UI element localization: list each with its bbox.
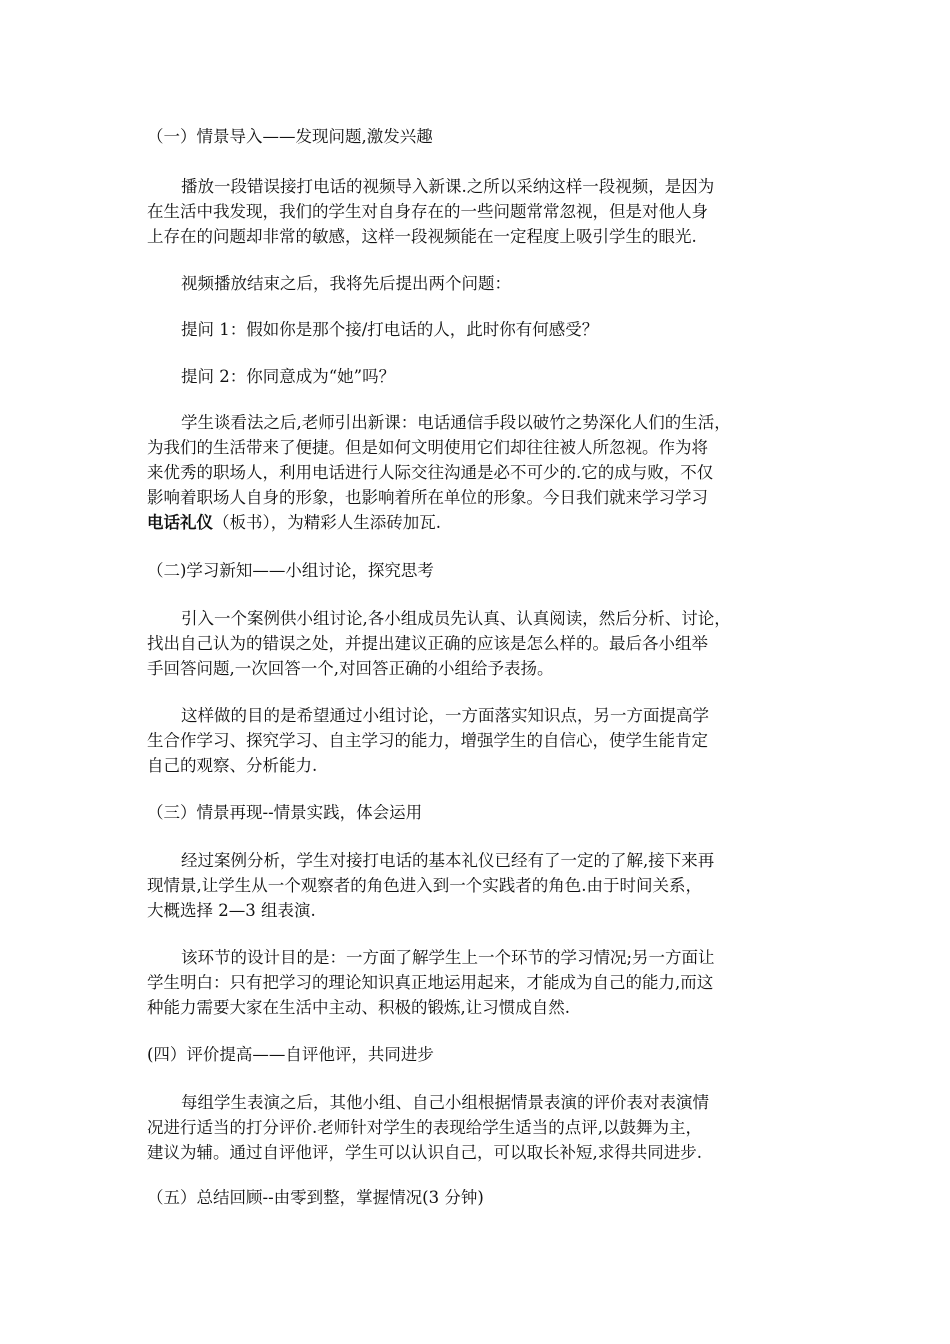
paragraph-line: 来优秀的职场人，利用电话进行人际交往沟通是必不可少的.它的成与败，不仅	[147, 463, 714, 482]
paragraph-line: 学生谈看法之后,老师引出新课：电话通信手段以破竹之势深化人们的生活，	[181, 413, 731, 432]
bold-term: 电话礼仪	[147, 513, 213, 532]
paragraph-line: 建议为辅。通过自评他评，学生可以认识自己，可以取长补短,求得共同进步.	[147, 1143, 702, 1162]
paragraph-line: 影响着职场人自身的形象，也影响着所在单位的形象。今日我们就来学习学习	[147, 488, 708, 507]
paragraph-line: 引入一个案例供小组讨论,各小组成员先认真、认真阅读，然后分析、讨论，	[181, 609, 731, 628]
paragraph-line: 视频播放结束之后，我将先后提出两个问题：	[181, 274, 511, 293]
paragraph-line: 种能力需要大家在生活中主动、积极的锻炼,让习惯成自然.	[147, 998, 570, 1017]
paragraph-text: （板书），为精彩人生添砖加瓦.	[213, 513, 441, 532]
section-heading-1: （一）情景导入——发现问题,激发兴趣	[147, 127, 433, 146]
paragraph-line: 该环节的设计目的是：一方面了解学生上一个环节的学习情况;另一方面让	[181, 948, 715, 967]
paragraph-line: 自己的观察、分析能力.	[147, 756, 318, 775]
section-heading-5: （五）总结回顾--由零到整，掌握情况(3 分钟)	[147, 1188, 484, 1207]
section-heading-3: （三）情景再现--情景实践，体会运用	[147, 803, 423, 822]
paragraph-line: 为我们的生活带来了便捷。但是如何文明使用它们却往往被人所忽视。作为将	[147, 438, 708, 457]
paragraph-line: 播放一段错误接打电话的视频导入新课.之所以采纳这样一段视频，是因为	[181, 177, 715, 196]
paragraph-line: 大概选择 2—3 组表演.	[147, 901, 316, 920]
paragraph-line-final	[147, 513, 441, 533]
paragraph-line: 在生活中我发现，我们的学生对自身存在的一些问题常常忽视，但是对他人身	[147, 202, 708, 221]
paragraph-line: 上存在的问题却非常的敏感，这样一段视频能在一定程度上吸引学生的眼光.	[147, 227, 697, 246]
paragraph-line: 现情景,让学生从一个观察者的角色进入到一个实践者的角色.由于时间关系，	[147, 876, 702, 895]
paragraph-line: 经过案例分析，学生对接打电话的基本礼仪已经有了一定的了解,接下来再	[181, 851, 715, 870]
paragraph-line: 况进行适当的打分评价.老师针对学生的表现给学生适当的点评,以鼓舞为主，	[147, 1118, 702, 1137]
paragraph-line: 学生明白：只有把学习的理论知识真正地运用起来，才能成为自己的能力,而这	[147, 973, 714, 992]
paragraph-line: 这样做的目的是希望通过小组讨论，一方面落实知识点，另一方面提高学	[181, 706, 709, 725]
paragraph-line: 找出自己认为的错误之处，并提出建议正确的应该是怎么样的。最后各小组举	[147, 634, 708, 653]
paragraph-line: 生合作学习、探究学习、自主学习的能力，增强学生的自信心，使学生能肯定	[147, 731, 708, 750]
section-heading-2: （二)学习新知——小组讨论，探究思考	[147, 561, 434, 580]
paragraph-line: 每组学生表演之后，其他小组、自己小组根据情景表演的评价表对表演情	[181, 1093, 709, 1112]
question-line-2: 提问 2：你同意成为“她”吗？	[181, 367, 396, 386]
section-heading-4: (四）评价提高——自评他评，共同进步	[147, 1045, 434, 1064]
question-line-1: 提问 1：假如你是那个接/打电话的人，此时你有何感受？	[181, 320, 599, 339]
paragraph-line: 手回答问题,一次回答一个,对回答正确的小组给予表扬。	[147, 659, 554, 678]
